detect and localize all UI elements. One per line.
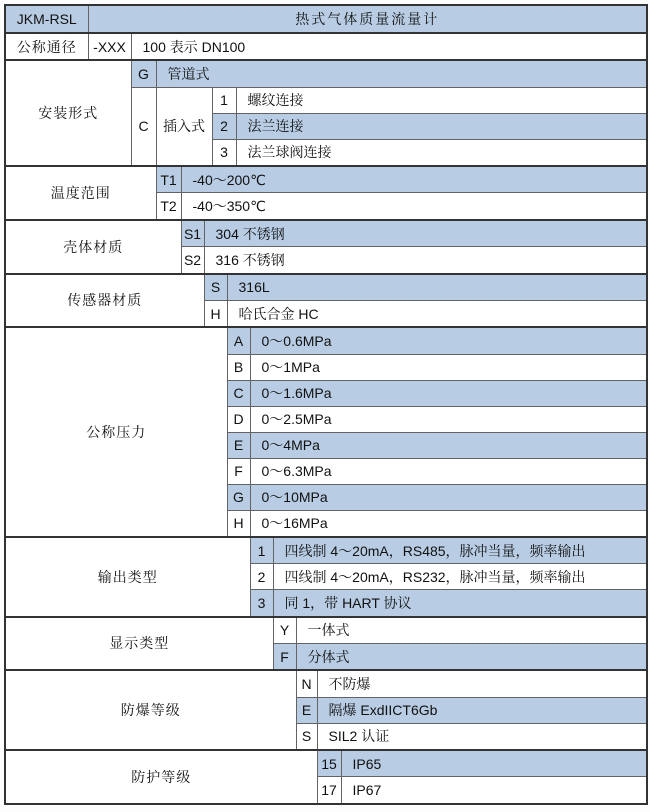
- option-desc: 一体式: [296, 617, 647, 644]
- option-code: S2: [181, 247, 204, 274]
- section-label-housing: 壳体材质: [5, 220, 181, 274]
- option-code: E: [227, 432, 250, 458]
- protection-row: [5, 750, 647, 777]
- option-code: G: [131, 60, 156, 87]
- option-code: 1: [250, 537, 273, 564]
- explosion-row: [5, 670, 647, 697]
- option-code: 1: [212, 87, 236, 113]
- option-code: E: [296, 697, 317, 723]
- option-code: A: [227, 327, 250, 354]
- option-code: B: [227, 354, 250, 380]
- option-code: 15: [317, 750, 341, 777]
- section-label-install: 安装形式: [5, 60, 131, 166]
- option-code: H: [227, 510, 250, 537]
- option-desc: 管道式: [156, 60, 647, 87]
- option-code: F: [273, 643, 296, 670]
- section-label-diameter: 公称通径: [5, 33, 88, 61]
- option-code: 17: [317, 777, 341, 804]
- spec-table: [4, 4, 648, 805]
- option-desc: 0～16MPa: [250, 510, 647, 537]
- display-row: [5, 617, 647, 644]
- housing-row: [5, 220, 647, 247]
- option-desc: 法兰连接: [236, 113, 647, 139]
- section-label-protection: 防护等级: [5, 750, 317, 804]
- option-desc: 316 不锈钢: [204, 247, 647, 274]
- option-desc: -40～350℃: [181, 193, 647, 220]
- option-desc: 同 1，带 HART 协议: [273, 590, 647, 617]
- option-code: S1: [181, 220, 204, 247]
- option-code: S: [204, 274, 227, 301]
- option-desc: 哈氏合金 HC: [227, 300, 647, 327]
- option-code: T2: [156, 193, 181, 220]
- option-desc: 0～1.6MPa: [250, 380, 647, 406]
- option-desc: 100 表示 DN100: [131, 33, 647, 61]
- option-code: -XXX: [88, 33, 131, 61]
- section-label-explosion: 防爆等级: [5, 670, 296, 750]
- temperature-row: [5, 166, 647, 193]
- section-label-sensor: 传感器材质: [5, 274, 204, 328]
- option-code: S: [296, 723, 317, 750]
- option-code: H: [204, 300, 227, 327]
- option-desc: 316L: [227, 274, 647, 301]
- option-code: C: [131, 87, 156, 166]
- option-code: N: [296, 670, 317, 697]
- option-desc: 隔爆 ExdIICT6Gb: [317, 697, 647, 723]
- option-code: 3: [212, 139, 236, 166]
- option-code: Y: [273, 617, 296, 644]
- option-code: T1: [156, 166, 181, 193]
- option-desc: 0～2.5MPa: [250, 406, 647, 432]
- option-desc: 0～6.3MPa: [250, 458, 647, 484]
- insert-type-label: 插入式: [156, 87, 212, 166]
- option-desc: 法兰球阀连接: [236, 139, 647, 166]
- option-desc: 0～10MPa: [250, 484, 647, 510]
- option-code: 2: [212, 113, 236, 139]
- option-code: G: [227, 484, 250, 510]
- section-label-output: 输出类型: [5, 537, 250, 617]
- sensor-row: [5, 274, 647, 301]
- option-desc: SIL2 认证: [317, 723, 647, 750]
- option-desc: IP65: [341, 750, 647, 777]
- diameter-row: [5, 33, 647, 61]
- option-code: 3: [250, 590, 273, 617]
- page-title: 热式气体质量流量计: [88, 5, 647, 33]
- option-desc: -40～200℃: [181, 166, 647, 193]
- section-label-display: 显示类型: [5, 617, 273, 671]
- option-desc: 四线制 4～20mA，RS485，脉冲当量，频率输出: [273, 537, 647, 564]
- option-desc: 四线制 4～20mA，RS232，脉冲当量，频率输出: [273, 564, 647, 590]
- option-code: 2: [250, 564, 273, 590]
- section-label-temperature: 温度范围: [5, 166, 156, 220]
- option-code: C: [227, 380, 250, 406]
- pressure-row: [5, 327, 647, 354]
- option-code: D: [227, 406, 250, 432]
- option-code: F: [227, 458, 250, 484]
- option-desc: 0～0.6MPa: [250, 327, 647, 354]
- output-row: [5, 537, 647, 564]
- option-desc: 不防爆: [317, 670, 647, 697]
- model-code: JKM-RSL: [5, 5, 88, 33]
- option-desc: 螺纹连接: [236, 87, 647, 113]
- option-desc: 分体式: [296, 643, 647, 670]
- section-label-pressure: 公称压力: [5, 327, 227, 537]
- option-desc: 0～4MPa: [250, 432, 647, 458]
- install-pipe-row: [5, 60, 647, 87]
- header-row: [5, 5, 647, 33]
- option-desc: 0～1MPa: [250, 354, 647, 380]
- option-desc: IP67: [341, 777, 647, 804]
- option-desc: 304 不锈钢: [204, 220, 647, 247]
